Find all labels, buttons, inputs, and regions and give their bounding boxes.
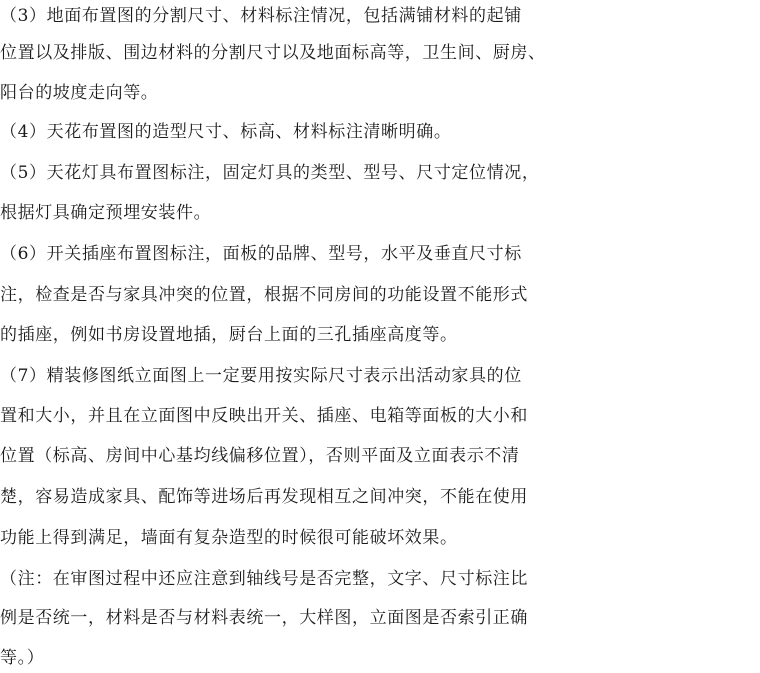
item-6-line-2: 注，检查是否与家具冲突的位置，根据不同房间的功能设置不能形式 (0, 285, 528, 305)
item-6-line-1: （6）开关插座布置图标注，面板的品牌、型号，水平及垂直尺寸标 (0, 244, 522, 264)
item-6-line-3: 的插座，例如书房设置地插，厨台上面的三孔插座高度等。 (0, 325, 458, 345)
note-line-1: （注：在审图过程中还应注意到轴线号是否完整，文字、尺寸标注比 (0, 569, 528, 589)
item-3-line-1: （3）地面布置图的分割尺寸、材料标注情况，包括满铺材料的起铺 (0, 6, 522, 26)
item-7-line-1: （7）精装修图纸立面图上一定要用按实际尺寸表示出活动家具的位 (0, 366, 522, 386)
item-7-line-4: 楚，容易造成家具、配饰等进场后再发现相互之间冲突，不能在使用 (0, 487, 528, 507)
item-7-line-3: 位置（标高、房间中心基均线偏移位置），否则平面及立面表示不清 (0, 446, 520, 466)
item-5-line-1: （5）天花灯具布置图标注，固定灯具的类型、型号、尺寸定位情况， (0, 163, 540, 183)
item-5-line-2: 根据灯具确定预埋安装件。 (0, 203, 212, 223)
note-line-3: 等。） (0, 648, 45, 668)
item-3-line-3: 阳台的坡度走向等。 (0, 83, 159, 103)
item-3-line-2: 位置以及排版、围边材料的分割尺寸以及地面标高等，卫生间、厨房、 (0, 43, 546, 63)
note-line-2: 例是否统一，材料是否与材料表统一，大样图，立面图是否索引正确 (0, 608, 528, 628)
item-7-line-2: 置和大小，并且在立面图中反映出开关、插座、电箱等面板的大小和 (0, 406, 528, 426)
item-4-line-1: （4）天花布置图的造型尺寸、标高、材料标注清晰明确。 (0, 122, 452, 142)
item-7-line-5: 功能上得到满足，墙面有复杂造型的时候很可能破坏效果。 (0, 528, 458, 548)
